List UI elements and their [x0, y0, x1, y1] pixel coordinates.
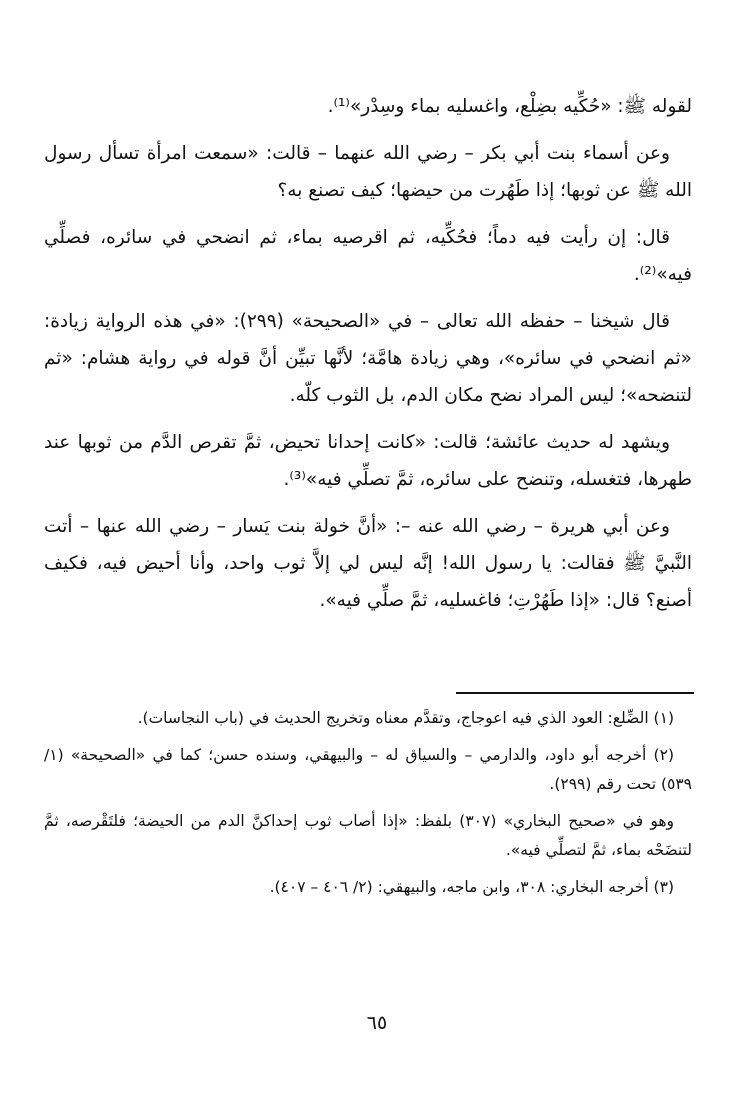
paragraph-1: لقوله ﷺ: «حُكِّيه بضِلْع، واغسليه بماء وسِدْر»⁽¹⁾. [327, 96, 692, 117]
page-number: ٦٥ [366, 1012, 388, 1034]
footnote-2-continued: وهو في «صحيح البخاري» (٣٠٧) بلفظ: «إذا أصاب ثوب إحداكنَّ الدم من الحيضة؛ فلتَقْرصه، ثمَّ لتنضَحْه بماء، ثمَّ لتصلِّي فيه». [44, 812, 692, 859]
paragraph-4: قال شيخنا – حفظه الله تعالى – في «الصحيحة» (٢٩٩): «في هذه الرواية زيادة: «ثم انضحي في سائره»، وهي زيادة هامَّة؛ لأنَّها تبيِّن أنَّ قوله في رواية هشام: «ثم لتنضحه»؛ ليس المراد نضح مكان الدم، بل الثوب كلّه. [44, 311, 692, 406]
paragraph-3: قال: إن رأيت فيه دماً؛ فحُكِّيه، ثم اقرصيه بماء، ثم انضحي في سائره، فصلِّي فيه»⁽²⁾. [44, 227, 692, 285]
paragraph-2: وعن أسماء بنت أبي بكر – رضي الله عنهما – قالت: «سمعت امرأة تسأل رسول الله ﷺ عن ثوبها؛ إذا طَهُرت من حيضها؛ كيف تصنع به؟ [44, 143, 692, 201]
footnote-2: (٢) أخرجه أبو داود، والدارمي – والسياق له – والبيهقي، وسنده حسن؛ كما في «الصحيحة» (١/ ٥٣٩) تحت رقم (٢٩٩). [44, 746, 692, 793]
footnote-3: (٣) أخرجه البخاري: ٣٠٨، وابن ماجه، والبيهقي: (٢/ ٤٠٦ – ٤٠٧). [269, 878, 674, 896]
main-text [44, 88, 692, 629]
footnotes [44, 704, 692, 910]
paragraph-5: ويشهد له حديث عائشة؛ قالت: «كانت إحدانا تحيض، ثمَّ تقرص الدَّم من ثوبها عند طهرها، فتغسله، وتنضح على سائره، ثمَّ تصلِّي فيه»⁽³⁾. [44, 432, 692, 490]
footnote-1: (١) الضِّلع: العود الذي فيه اعوجاج، وتقدَّم معناه وتخريج الحديث في (باب النجاسات). [137, 709, 674, 727]
footnote-separator [456, 692, 694, 694]
paragraph-6: وعن أبي هريرة – رضي الله عنه –: «أنَّ خولة بنت يَسار – رضي الله عنها – أتت النَّبيَّ ﷺ فقالت: يا رسول الله! إنَّه ليس لي إلاَّ ثوب واحد، وأنا أحيض فيه، فكيف أصنع؟ قال: «إذا طَهُرْتِ؛ فاغسليه، ثمَّ صلِّي فيه». [44, 516, 692, 611]
